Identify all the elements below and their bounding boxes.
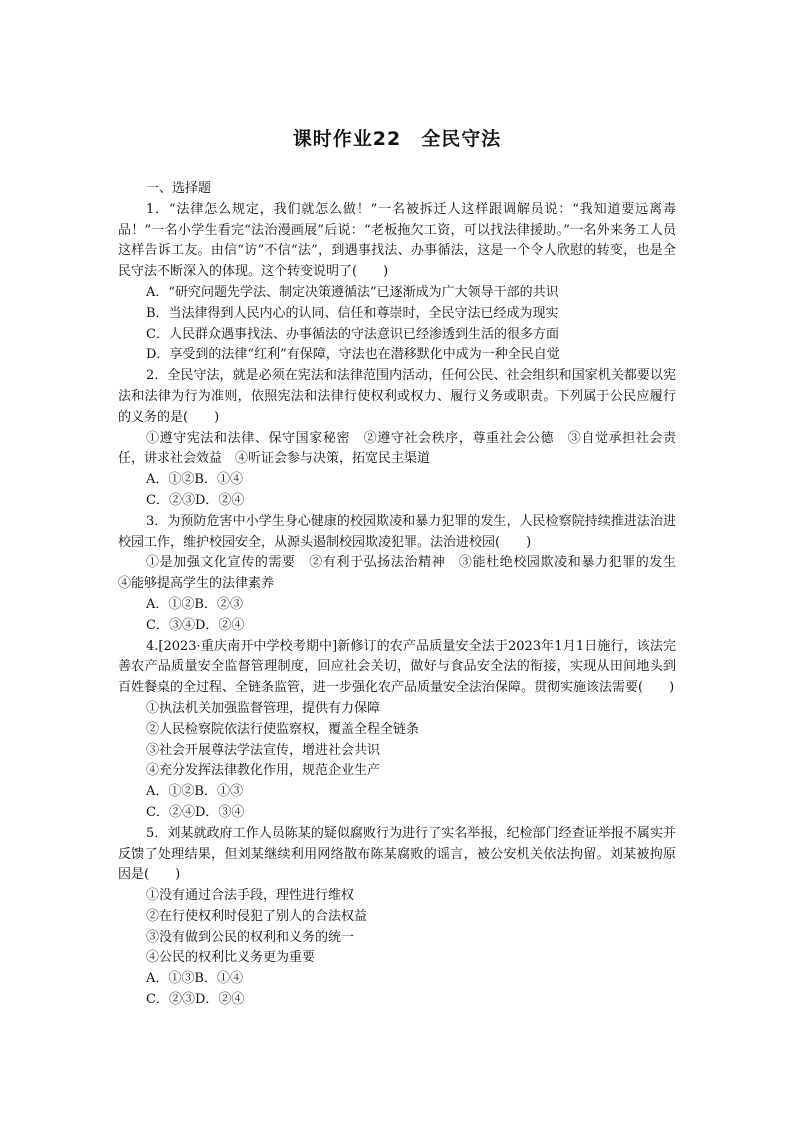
question-1 bbox=[118, 200, 676, 366]
statement-item: ④公民的权利比义务更为重要 bbox=[146, 950, 316, 966]
statement-item: ①执法机关加强监督管理，提供有力保障 bbox=[146, 700, 381, 716]
answer-option: A．①③B．①④ bbox=[146, 971, 243, 987]
answer-option: A．①②B．①④ bbox=[146, 472, 243, 488]
question-stem: 3．为预防危害中小学生身心健康的校园欺凌和暴力犯罪的发生，人民检察院持续推进法治进校园工作，维护校园安全，从源头遏制校园欺凌犯罪。法治进校园( ) bbox=[118, 513, 676, 550]
answer-option: D．享受到的法律“红利”有保障，守法也在潜移默化中成为一种全民自觉 bbox=[146, 347, 560, 363]
answer-option: C．②③D．②④ bbox=[146, 992, 245, 1008]
question-stem: 5．刘某就政府工作人员陈某的疑似腐败行为进行了实名举报，纪检部门经查证举报不属实并反馈了处理结果，但刘某继续利用网络散布陈某腐败的谣言，被公安机关依法拘留。刘某被拘原因是( ) bbox=[118, 825, 676, 883]
statement-item: ③社会开展尊法学法宣传，增进社会共识 bbox=[146, 742, 381, 758]
question-stem: 1．“法律怎么规定，我们就怎么做！”一名被拆迁人这样跟调解员说：“我知道要远离毒品！”一名小学生看完“法治漫画展”后说：“老板拖欠工资，可以找法律援助。”一名外来务工人员这样告诉工友。由信“访”不信“法”，到遇事找法、办事循法，这是一个令人欣慰的转变，也是全民守法不断深入的体现。这个转变说明了( ) bbox=[118, 201, 676, 280]
statement-item: ①遵守宪法和法律、保守国家秘密 ②遵守社会秩序，尊重社会公德 ③自觉承担社会责任，讲求社会效益 ④听证会参与决策，拓宽民主渠道 bbox=[118, 430, 676, 467]
question-stem: 2．全民守法，就是必须在宪法和法律范围内活动，任何公民、社会组织和国家机关都要以宪法和法律为行为准则，依照宪法和法律行使权利或权力、履行义务或职责。下列属于公民应履行的义务的是( ) bbox=[118, 368, 676, 425]
statement-item: ③没有做到公民的权利和义务的统一 bbox=[146, 929, 355, 945]
question-3 bbox=[118, 512, 690, 637]
answer-option: C．③④D．②④ bbox=[146, 617, 245, 633]
question-4 bbox=[118, 637, 676, 824]
section-heading: 一、选择题 bbox=[146, 181, 212, 196]
answer-option: A．“研究问题先学法、制定决策遵循法”已逐渐成为广大领导干部的共识 bbox=[146, 284, 559, 300]
answer-option: A．①②B．②③ bbox=[146, 596, 243, 612]
answer-option: A．①②B．①③ bbox=[146, 784, 243, 800]
question-5 bbox=[118, 824, 676, 1011]
answer-option: C．②④D．③④ bbox=[146, 804, 245, 820]
statement-item: ④充分发挥法律教化作用，规范企业生产 bbox=[146, 763, 381, 779]
statement-item: ②在行使权利时侵犯了别人的合法权益 bbox=[146, 908, 368, 924]
document-page bbox=[118, 118, 690, 1011]
statement-item: ①是加强文化宣传的需要 ②有利于弘扬法治精神 ③能杜绝校园欺凌和暴力犯罪的发生 ④能够提高学生的法律素养 bbox=[118, 555, 690, 592]
answer-option: C．人民群众遇事找法、办事循法的守法意识已经渗透到生活的很多方面 bbox=[146, 326, 559, 342]
question-stem: 4.[2023·重庆南开中学校考期中]新修订的农产品质量安全法于2023年1月1日施行，该法完善农产品质量安全监督管理制度，回应社会关切，做好与食品安全法的衔接，实现从田间地头到百姓餐桌的全过程、全链条监管，进一步强化农产品质量安全法治保障。贯彻实施该法需要( ) bbox=[118, 638, 676, 696]
statement-item: ②人民检察院依法行使监察权，覆盖全程全链条 bbox=[146, 721, 420, 737]
answer-option: C．②③D．②④ bbox=[146, 492, 245, 508]
page-title: 课时作业22 全民守法 bbox=[292, 128, 502, 150]
answer-option: B．当法律得到人民内心的认同、信任和尊崇时，全民守法已经成为现实 bbox=[146, 305, 559, 321]
question-2 bbox=[118, 366, 676, 512]
statement-item: ①没有通过合法手段，理性进行维权 bbox=[146, 888, 355, 904]
